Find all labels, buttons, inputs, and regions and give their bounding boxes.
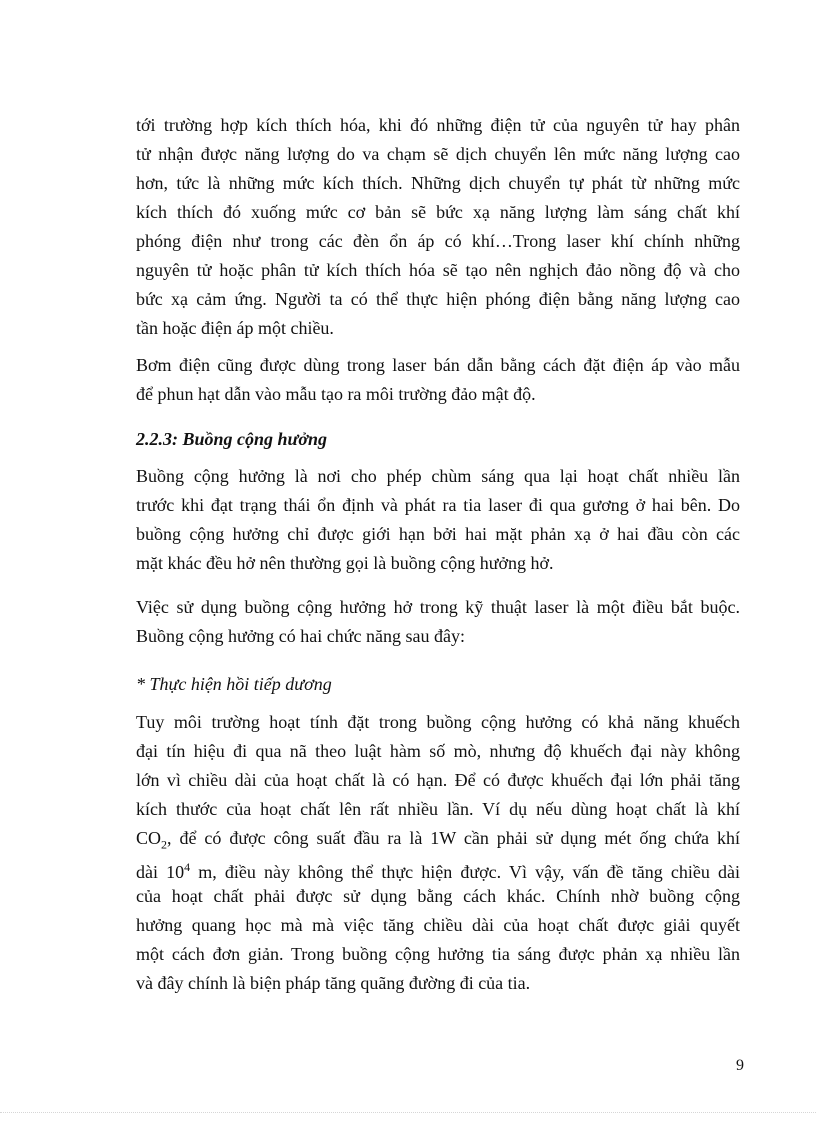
paragraph-4-line: Buồng cộng hưởng có hai chức năng sau đây: xyxy=(136,626,465,646)
paragraph-5-line-power xyxy=(136,856,740,883)
paragraph-5-line: Tuy môi trường hoạt tính đặt trong buồng cộng hưởng có khả năng khuếch xyxy=(136,712,740,732)
paragraph-1-line: kích thích đó xuống mức cơ bản sẽ bức xạ năng lượng làm sáng chất khí xyxy=(136,202,740,222)
paragraph-3-line: mặt khác đều hở nên thường gọi là buồng cộng hưởng hở. xyxy=(136,553,554,573)
power-prefix: dài 10 xyxy=(136,862,185,882)
paragraph-5-line: kích thước của hoạt chất lên rất nhiều lần. Ví dụ nếu dùng hoạt chất là khí xyxy=(136,799,740,819)
co2-rest: , để có được công suất đầu ra là 1W cần phải sử dụng mét ống chứa khí xyxy=(167,828,740,848)
paragraph-1-line: hơn, tức là những mức kích thích. Những dịch chuyển tự phát từ những mức xyxy=(136,173,740,193)
section-heading: 2.2.3: Buồng cộng hưởng xyxy=(136,429,327,449)
paragraph-1-line: bức xạ cảm ứng. Người ta có thể thực hiện phóng điện bằng năng lượng cao xyxy=(136,289,740,309)
paragraph-5-line: và đây chính là biện pháp tăng quãng đường đi của tia. xyxy=(136,973,531,993)
page-bottom-border xyxy=(0,1112,816,1113)
paragraph-5-line-co2 xyxy=(136,827,740,856)
paragraph-5-line: đại tín hiệu đi qua nã theo luật hàm số mò, nhưng độ khuếch đại này không xyxy=(136,741,740,761)
paragraph-3-line: buồng cộng hưởng chỉ được giới hạn bởi hai mặt phản xạ ở hai đầu còn các xyxy=(136,524,740,544)
paragraph-4-line: Việc sử dụng buồng cộng hưởng hở trong kỹ thuật laser là một điều bắt buộc. xyxy=(136,597,740,617)
co2-subscript: 2 xyxy=(161,837,168,852)
power-rest: m, điều này không thể thực hiện được. Vì vậy, vấn đề tăng chiều dài xyxy=(190,862,740,882)
paragraph-2-line: để phun hạt dẫn vào mẫu tạo ra môi trường đảo mật độ. xyxy=(136,384,536,404)
paragraph-5-line: hưởng quang học mà mà việc tăng chiều dài của hoạt chất được giải quyết xyxy=(136,915,740,935)
page-number: 9 xyxy=(736,1057,744,1074)
paragraph-1-line: nguyên tử hoặc phân tử kích thích hóa sẽ tạo nên nghịch đảo nồng độ và cho xyxy=(136,260,740,280)
paragraph-5-line: của hoạt chất phải được sử dụng bằng cách khác. Chính nhờ buồng cộng xyxy=(136,886,740,906)
paragraph-1-line: tần hoặc điện áp một chiều. xyxy=(136,318,334,338)
subheading: * Thực hiện hồi tiếp dương xyxy=(136,674,332,694)
paragraph-3-line: trước khi đạt trạng thái ổn định và phát ra tia laser đi qua gương ở hai bên. Do xyxy=(136,495,740,515)
paragraph-1-line: tử nhận được năng lượng do va chạm sẽ dịch chuyển lên mức năng lượng cao xyxy=(136,144,740,164)
paragraph-1-line: phóng điện như trong các đèn ổn áp có khí…Trong laser khí chính những xyxy=(136,231,740,251)
paragraph-5-line: lớn vì chiều dài của hoạt chất là có hạn. Để có được khuếch đại lớn phải tăng xyxy=(136,770,740,790)
paragraph-3-line: Buồng cộng hưởng là nơi cho phép chùm sáng qua lại hoạt chất nhiều lần xyxy=(136,466,740,486)
paragraph-5-line: một cách đơn giản. Trong buồng cộng hưởng tia sáng được phản xạ nhiều lần xyxy=(136,944,740,964)
power-superscript: 4 xyxy=(184,860,191,874)
paragraph-1-line: tới trường hợp kích thích hóa, khi đó những điện tử của nguyên tử hay phân xyxy=(136,115,740,135)
paragraph-2-line: Bơm điện cũng được dùng trong laser bán dẫn bằng cách đặt điện áp vào mẫu xyxy=(136,355,740,375)
co2-prefix: CO xyxy=(136,828,162,848)
